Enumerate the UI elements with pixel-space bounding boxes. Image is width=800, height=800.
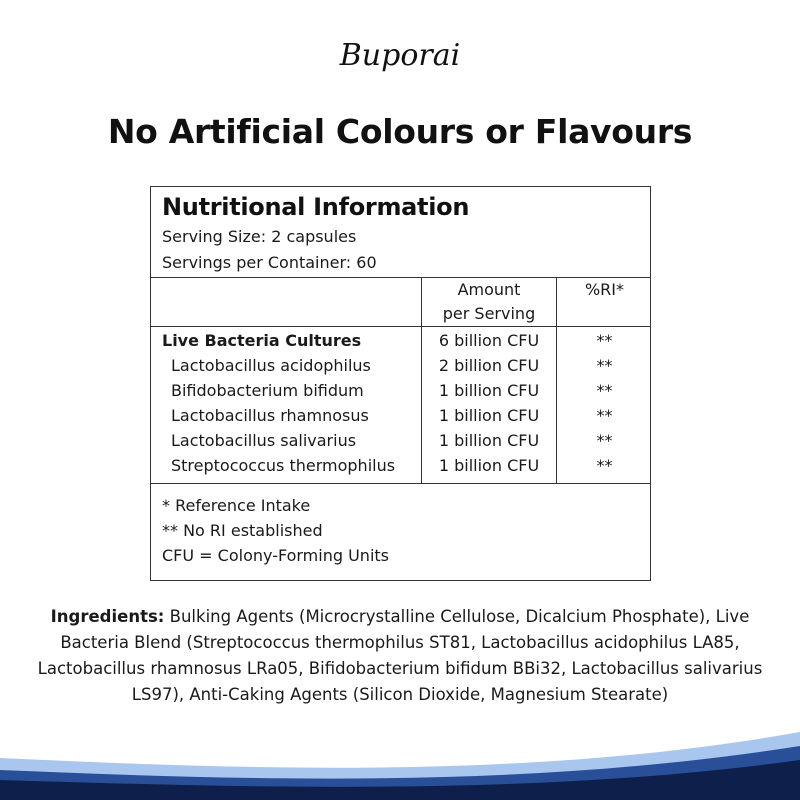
divider: [151, 483, 650, 484]
table-row: [151, 356, 650, 381]
row-amount: 1 billion CFU: [438, 456, 540, 475]
serving-size: Serving Size: 2 capsules: [162, 227, 357, 246]
headline: No Artificial Colours or Flavours: [107, 112, 693, 151]
row-name: Live Bacteria Cultures: [162, 331, 362, 350]
panel-title: Nutritional Information: [162, 193, 470, 221]
row-name: Streptococcus thermophilus: [171, 456, 396, 475]
row-ri: **: [596, 406, 613, 425]
divider: [151, 326, 650, 327]
table-row: [151, 331, 650, 356]
servings-per-container: Servings per Container: 60: [162, 253, 377, 272]
footnote: * Reference Intake: [162, 496, 311, 515]
col-header-amount-sub: per Serving: [442, 304, 536, 323]
table-row: [151, 431, 650, 456]
col-header-amount: Amount: [457, 280, 521, 299]
ingredients-label: Ingredients:: [50, 607, 165, 626]
divider: [151, 277, 650, 278]
row-name: Lactobacillus acidophilus: [171, 356, 371, 375]
ingredients-list: Bulking Agents (Microcrystalline Cellulose, Dicalcium Phosphate), Live Bacteria Blend (Streptococcus thermophilus ST81, Lactobacillus acidophilus LA85, Lactobacillus rhamnosus LRa05, Bifidobacterium bifidum BBi32, Lactobacillus salivarius LS97), Anti-Caking Agents (Silicon Dioxide, Magnesium Stearate): [37, 607, 763, 704]
row-amount: 2 billion CFU: [438, 356, 540, 375]
row-ri: **: [596, 356, 613, 375]
row-ri: **: [596, 431, 613, 450]
row-ri: **: [596, 331, 613, 350]
row-amount: 6 billion CFU: [438, 331, 540, 350]
row-name: Lactobacillus rhamnosus: [171, 406, 369, 425]
row-ri: **: [596, 456, 613, 475]
brand-logo: Buporai: [339, 38, 461, 73]
row-ri: **: [596, 381, 613, 400]
row-name: Lactobacillus salivarius: [171, 431, 357, 450]
row-name: Bifidobacterium bifidum: [171, 381, 364, 400]
nutrition-panel: [150, 186, 651, 581]
table-row: [151, 456, 650, 481]
footnote: CFU = Colony-Forming Units: [162, 546, 389, 565]
table-row: [151, 381, 650, 406]
ingredients-text: [30, 604, 770, 708]
footnote: ** No RI established: [162, 521, 323, 540]
col-header-ri: %RI*: [584, 280, 625, 299]
table-row: [151, 406, 650, 431]
row-amount: 1 billion CFU: [438, 381, 540, 400]
row-amount: 1 billion CFU: [438, 431, 540, 450]
decorative-wave: [0, 720, 800, 800]
row-amount: 1 billion CFU: [438, 406, 540, 425]
